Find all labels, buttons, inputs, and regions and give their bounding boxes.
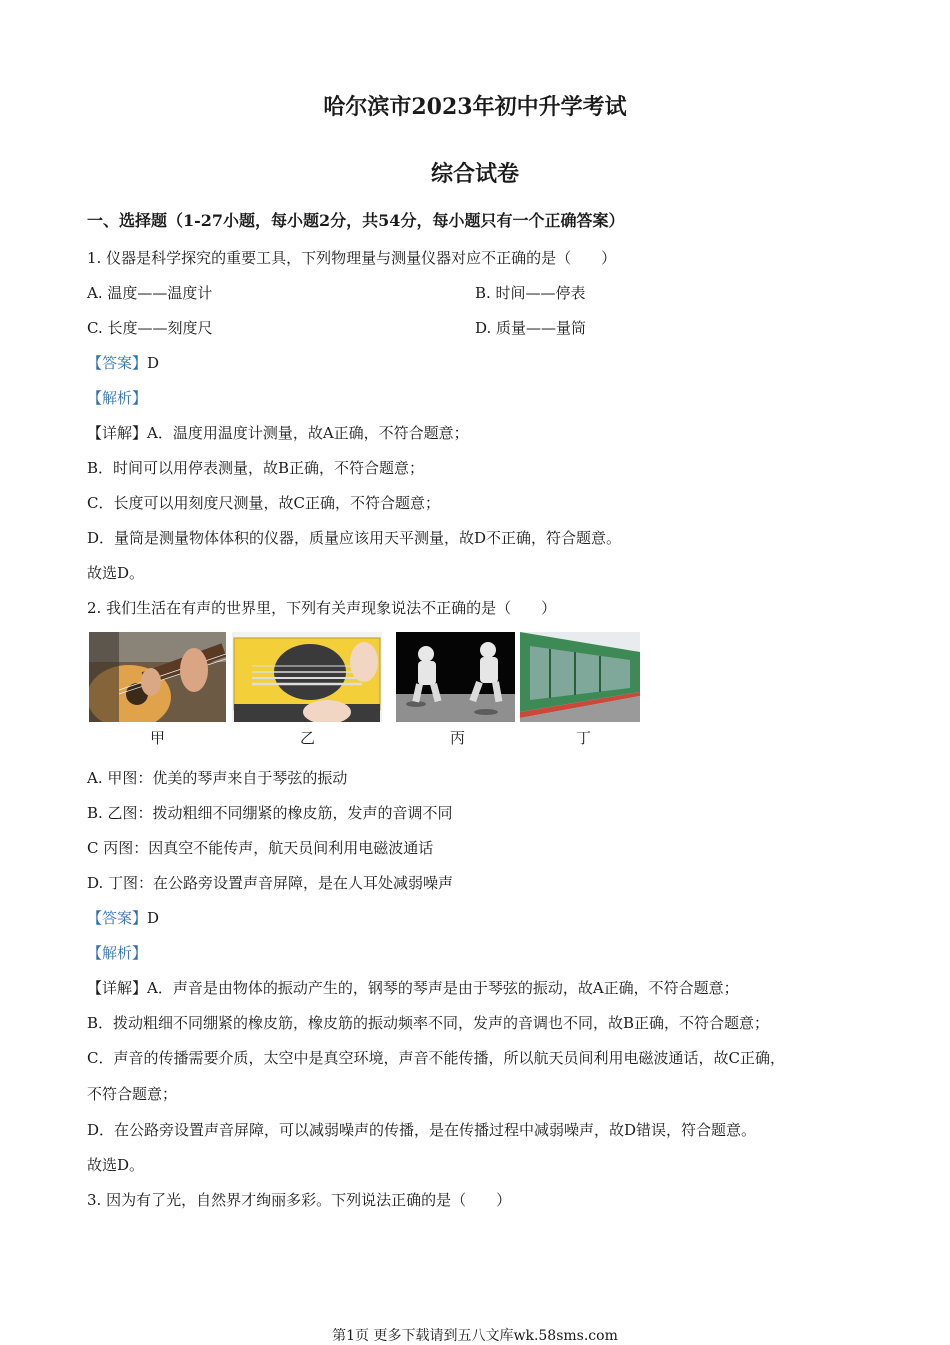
q1-detail-b: B．时间可以用停表测量，故B正确，不符合题意； [87,459,425,477]
caption-jia: 甲 [150,729,166,747]
q2-stem: 2. 我们生活在有声的世界里，下列有关声现象说法不正确的是（ ） [87,599,557,617]
q2-answer-value: D [147,909,160,927]
q2-answer [87,908,159,928]
q2-detail-c-line1: C．声音的传播需要介质，太空中是真空环境，声音不能传播，所以航天员间利用电磁波通话，故C正确， [87,1049,785,1067]
q2-detail-label: 【详解】 [87,979,148,997]
rubber-band-box-photo [232,632,382,722]
q2-option-b: B. 乙图：拨动粗细不同绷紧的橡皮筋，发声的音调不同 [87,804,453,822]
q2-option-c: C 丙图：因真空不能传声，航天员间利用电磁波通话 [87,839,434,857]
q1-detail-a [87,423,469,443]
q1-detail-d: D．量筒是测量物体体积的仪器，质量应该用天平测量，故D不正确，符合题意。 [87,529,622,547]
caption-ding: 丁 [576,729,592,747]
q1-answer [87,353,159,373]
page-footer: 第1页 更多下载请到五八文库wk.58sms.com [332,1328,618,1344]
q1-detail-a-text: A．温度用温度计测量，故A正确，不符合题意； [147,424,469,442]
q2-detail-d: D．在公路旁设置声音屏障，可以减弱噪声的传播，是在传播过程中减弱噪声，故D错误，符合题意。 [87,1121,757,1139]
q1-analysis-label: 【解析】 [87,389,148,407]
q2-detail-a [87,978,739,998]
q2-detail-b: B．拨动粗细不同绷紧的橡皮筋，橡皮筋的振动频率不同，发声的音调也不同，故B正确，不符合题意； [87,1014,770,1032]
guitar-photo [89,632,226,722]
q2-option-a: A. 甲图：优美的琴声来自于琴弦的振动 [87,769,348,787]
q2-analysis-label: 【解析】 [87,944,148,962]
astronauts-photo [396,632,515,722]
q2-detail-a-text: A．声音是由物体的振动产生的，钢琴的琴声是由于琴弦的振动，故A正确，不符合题意； [147,979,739,997]
q1-detail-c: C．长度可以用刻度尺测量，故C正确，不符合题意； [87,494,440,512]
caption-bing: 丙 [450,729,466,747]
q1-option-b: B. 时间——停表 [475,284,586,302]
q1-detail-label: 【详解】 [87,424,148,442]
q1-option-a: A. 温度——温度计 [87,284,213,302]
q2-option-d: D. 丁图：在公路旁设置声音屏障，是在人耳处减弱噪声 [87,874,454,892]
q2-answer-label: 【答案】 [87,909,148,927]
page-title: 哈尔滨市2023年初中升学考试 [323,94,627,120]
sound-barrier-photo [520,632,640,722]
q1-stem: 1. 仪器是科学探究的重要工具，下列物理量与测量仪器对应不正确的是（ ） [87,249,617,267]
q2-detail-c-line2: 不符合题意； [87,1085,178,1103]
q2-conclusion: 故选D。 [87,1156,145,1174]
section-heading: 一、选择题（1-27小题，每小题2分，共54分，每小题只有一个正确答案） [87,211,625,230]
caption-yi: 乙 [300,729,316,747]
q1-answer-label: 【答案】 [87,354,148,372]
q3-stem: 3. 因为有了光，自然界才绚丽多彩。下列说法正确的是（ ） [87,1191,512,1209]
q1-conclusion: 故选D。 [87,564,145,582]
q1-option-d: D. 质量——量筒 [475,319,587,337]
q1-answer-value: D [147,354,160,372]
q1-option-c: C. 长度——刻度尺 [87,319,213,337]
page-subtitle: 综合试卷 [430,161,519,187]
